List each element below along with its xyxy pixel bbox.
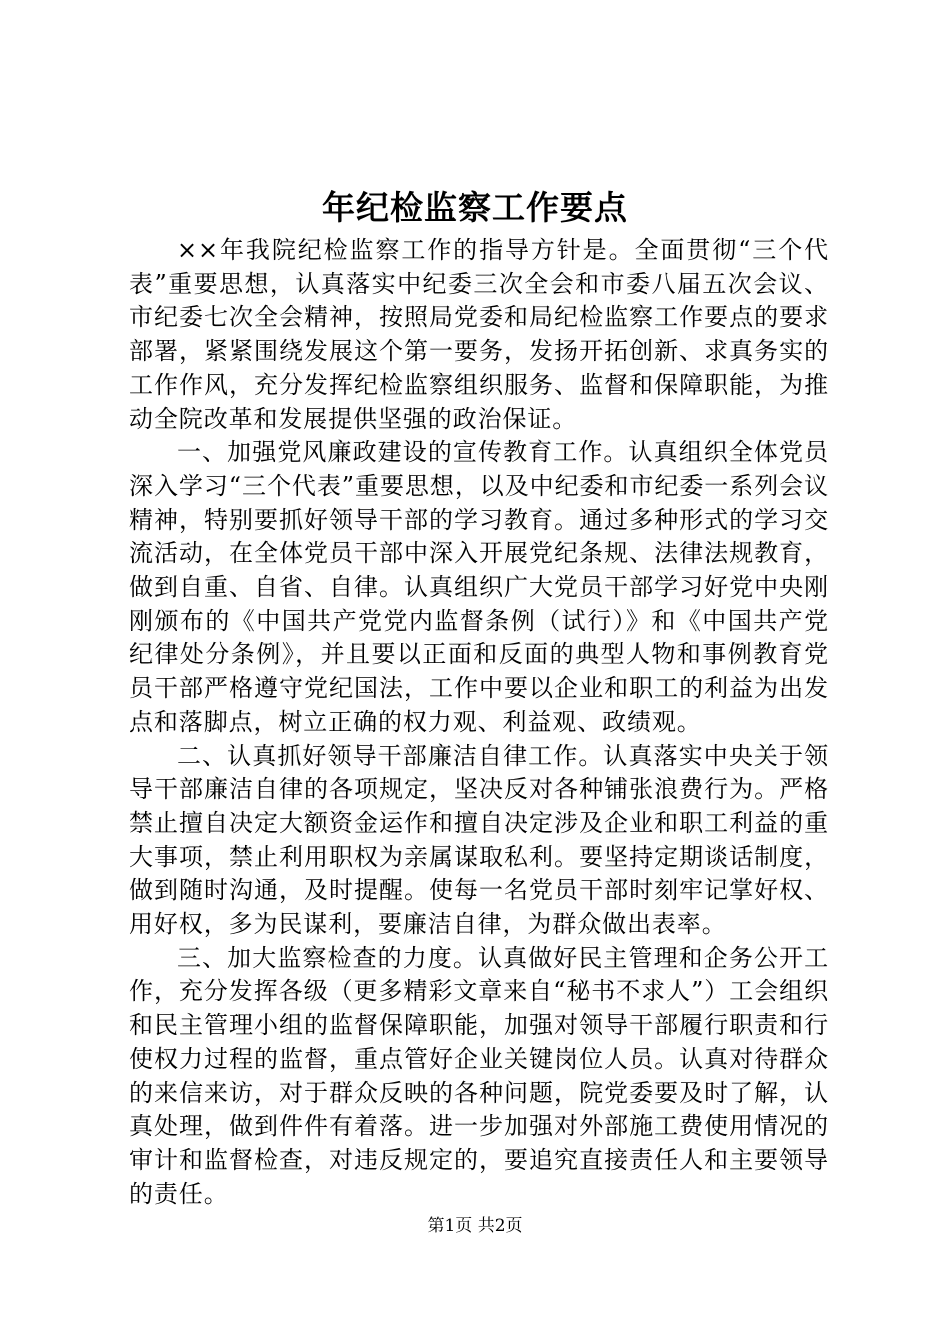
document-title: 年纪检监察工作要点 xyxy=(322,188,628,227)
paragraph-section-3: 三、加大监察检查的力度。认真做好民主管理和企务公开工作，充分发挥各级（更多精彩文章来自“秘书不求人”）工会组织和民主管理小组的监督保障职能，加强对领导干部履行职责和行使权力过程的监督，重点管好企业关键岗位人员。认真对待群众的来信来访，对于群众反映的各种问题，院党委要及时了解，认真处理，做到件件有着落。进一步加强对外部施工费使用情况的审计和监督检查，对违反规定的，要追究直接责任人和主要领导的责任。 xyxy=(129,943,829,1208)
paragraph-section-2: 二、认真抓好领导干部廉洁自律工作。认真落实中央关于领导干部廉洁自律的各项规定，坚决反对各种铺张浪费行为。严格禁止擅自决定大额资金运作和擅自决定涉及企业和职工利益的重大事项，禁止利用职权为亲属谋取私利。要坚持定期谈话制度，做到随时沟通，及时提醒。使每一名党员干部时刻牢记掌好权、用好权，多为民谋利，要廉洁自律，为群众做出表率。 xyxy=(129,741,829,939)
paragraph-intro: ××年我院纪检监察工作的指导方针是。全面贯彻“三个代表”重要思想，认真落实中纪委三次全会和市委八届五次会议、市纪委七次全会精神，按照局党委和局纪检监察工作要点的要求部署，紧紧围绕发展这个第一要务，发扬开拓创新、求真务实的工作作风，充分发挥纪检监察组织服务、监督和保障职能，为推动全院改革和发展提供坚强的政治保证。 xyxy=(129,236,829,433)
paragraph-section-1: 一、加强党风廉政建设的宣传教育工作。认真组织全体党员深入学习“三个代表”重要思想，以及中纪委和市纪委一系列会议精神，特别要抓好领导干部的学习教育。通过多种形式的学习交流活动，在全体党员干部中深入开展党纪条规、法律法规教育，做到自重、自省、自律。认真组织广大党员干部学习好党中央刚刚颁布的《中国共产党党内监督条例（试行）》和《中国共产党纪律处分条例》，并且要以正面和反面的典型人物和事例教育党员干部严格遵守党纪国法，工作中要以企业和职工的利益为出发点和落脚点，树立正确的权力观、利益观、政绩观。 xyxy=(129,438,829,736)
document-body xyxy=(129,234,829,1211)
page-footer: 第1页 共2页 xyxy=(427,1216,523,1236)
